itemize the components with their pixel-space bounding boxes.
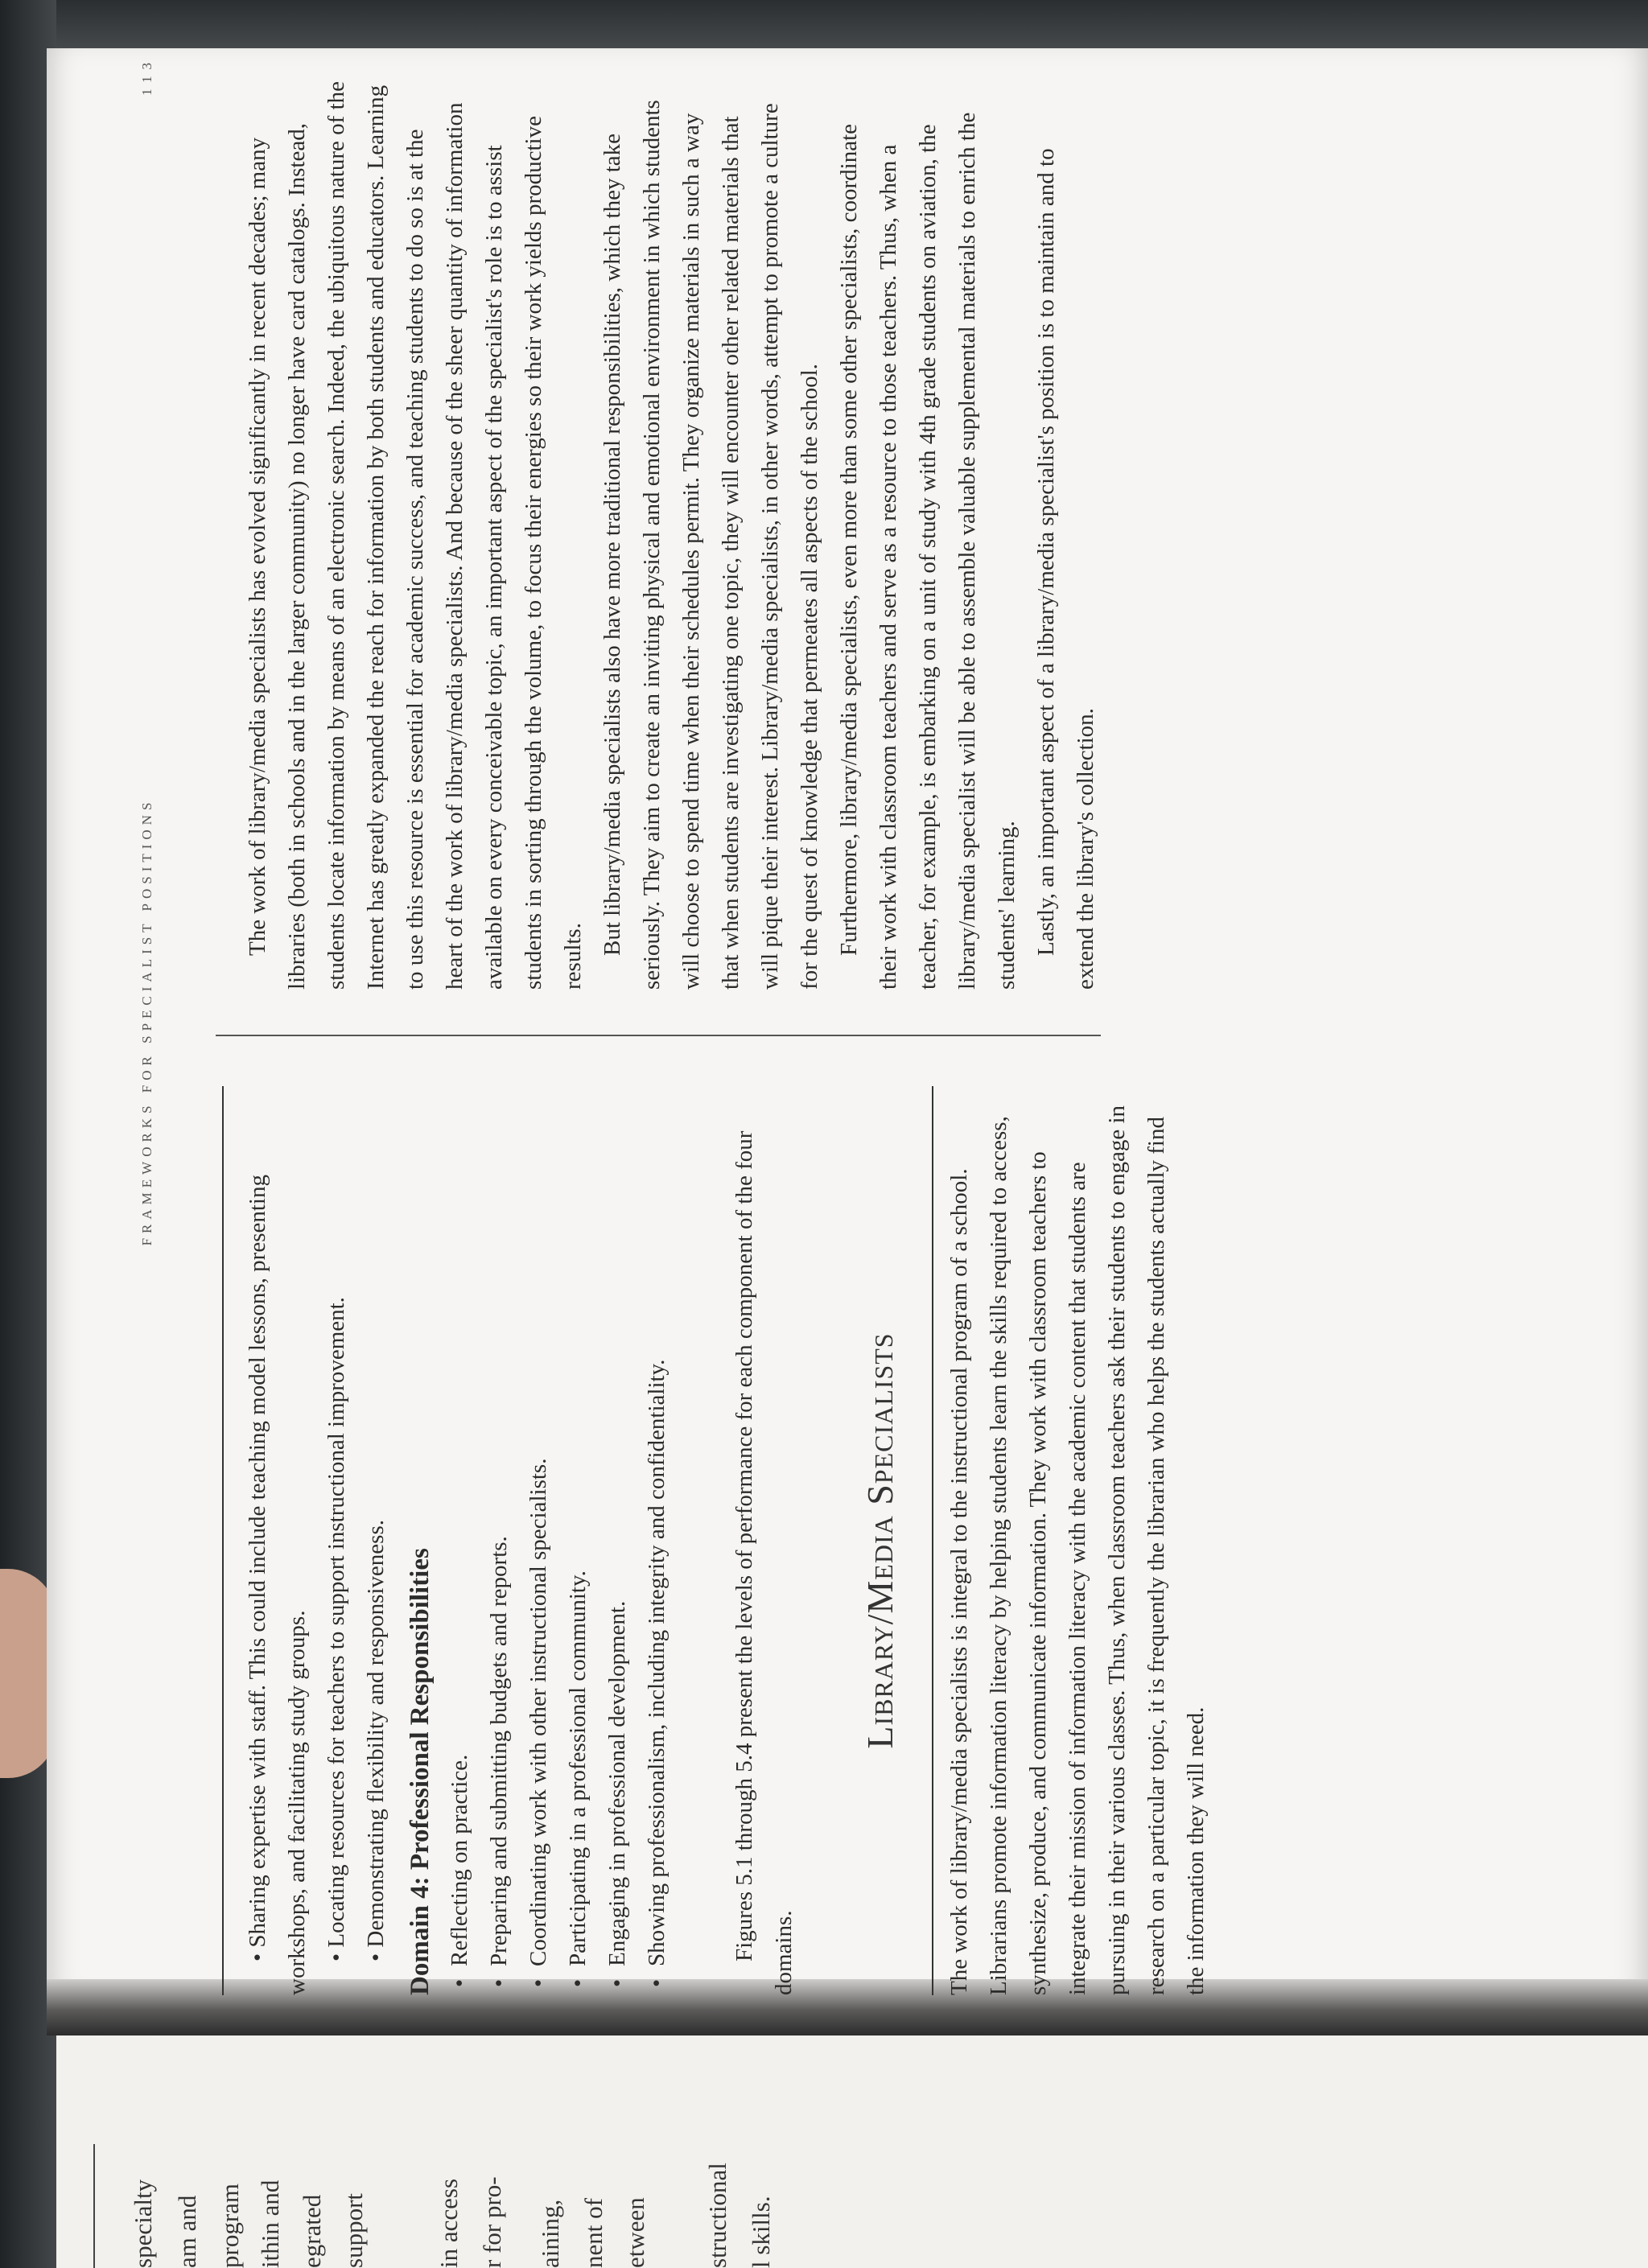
column-rule (216, 1035, 1101, 1036)
section-title: Library/Media Specialists (859, 1332, 900, 1749)
facing-fragment: ithin and (256, 2180, 284, 2268)
page-number: 113 (139, 56, 154, 96)
facing-fragment: program (216, 2183, 244, 2268)
right-column (216, 80, 1106, 990)
facing-fragment: egrated (298, 2194, 326, 2268)
facing-page-rule (93, 2144, 95, 2268)
list-item: • Participating in a professional community. (558, 1086, 598, 1966)
list-item: • Showing professionalism, including integrity and confidentiality. (637, 1086, 677, 1966)
facing-fragment: r for pro- (478, 2176, 506, 2268)
section-title-rule (932, 1086, 933, 1995)
facing-fragment: aining, (536, 2199, 564, 2268)
section-paragraph: The work of library/media specialists is integral to the instructional program of a school. Librarians promote information literacy by helping students learn the skills required to access, synthesize, produce, and communicate information. They work with classroom teachers to integrate their mission of information literacy with the academic content that students are pursuing in their various classes. Thus, when classroom teachers ask their students to engage in research on a particular topic, it is frequently the librarian who helps the students actually find the information they will need. (946, 1105, 1209, 1995)
running-head-title: FRAMEWORKS FOR SPECIALIST POSITIONS (139, 797, 154, 1246)
bullet-sharing-expertise: • Sharing expertise with staff. This could include teaching model lessons, presenting workshops, and facilitating study groups. (245, 1175, 310, 1995)
figures-note: Figures 5.1 through 5.4 present the levels of performance for each component of the four domains. (731, 1130, 797, 1995)
domain4-list (440, 1086, 677, 1995)
bullet-demonstrating-flexibility: • Demonstrating flexibility and responsiveness. (363, 1520, 389, 1961)
left-column (216, 1086, 1216, 1995)
facing-fragment: structional (703, 2163, 731, 2268)
list-item: • Coordinating work with other instructional specialists. (519, 1086, 558, 1966)
domain4-heading: Domain 4: Professional Responsibilities (406, 1548, 435, 1995)
running-head (127, 48, 159, 1995)
facing-fragment: specialty (129, 2179, 157, 2268)
paragraph: Lastly, an important aspect of a library/media specialist's position is to maintain and to extend the library's collection. (1033, 148, 1098, 990)
paragraph: Furthermore, library/media specialists, even more than some other specialists, coordinate their work with classroom teachers and serve as a resource to those teachers. Thus, when a teacher, for example, is embarking on a unit of study with 4th grade students on aviation, the library/media specialist will be able to assemble valuable supplemental materials to enrich the students' learning. (836, 112, 1020, 990)
facing-fragment: am and (173, 2195, 201, 2268)
list-item: • Reflecting on practice. (440, 1086, 480, 1966)
facing-fragment: in access (435, 2178, 463, 2268)
page-content (127, 48, 1632, 1995)
paragraph: The work of library/media specialists has evolved significantly in recent decades; many libraries (both in schools and in the larger community) no longer have card catalogs. Instead, students locate information by means of an electronic search. Indeed, the ubiquitous nature of the Internet has greatly expanded the reach for information by both students and educators. Learning to use this resource is essential for academic success, and teaching students to do so is at the heart of the work of library/media specialists. And because of the sheer quantity of information available on every conceivable topic, an important aspect of the specialist's role is to assist students in sorting through the volume, to focus their energies so their work yields productive results. (245, 80, 586, 990)
book-page-facing (56, 2035, 1648, 2268)
list-item: • Preparing and submitting budgets and reports. (480, 1086, 519, 1966)
paragraph: But library/media specialists also have more traditional responsibilities, which they take seriously. They aim to create an inviting physical and emotional environment in which students will choose to spend time when their schedules permit. They organize materials in such a way that when students are investigating one topic, they will encounter other related materials that will pique their interest. Library/media specialists, in other words, attempt to promote a culture for the quest of knowledge that permeates all aspects of the school. (599, 100, 822, 990)
bullet-locating-resources: • Locating resources for teachers to support instructional improvement. (323, 1297, 349, 1961)
list-item: • Engaging in professional development. (598, 1086, 637, 1966)
facing-fragment: nent of (579, 2198, 608, 2268)
facing-fragment: support (340, 2193, 368, 2268)
facing-fragment: etween (621, 2197, 649, 2268)
facing-fragment: l skills. (747, 2196, 775, 2268)
